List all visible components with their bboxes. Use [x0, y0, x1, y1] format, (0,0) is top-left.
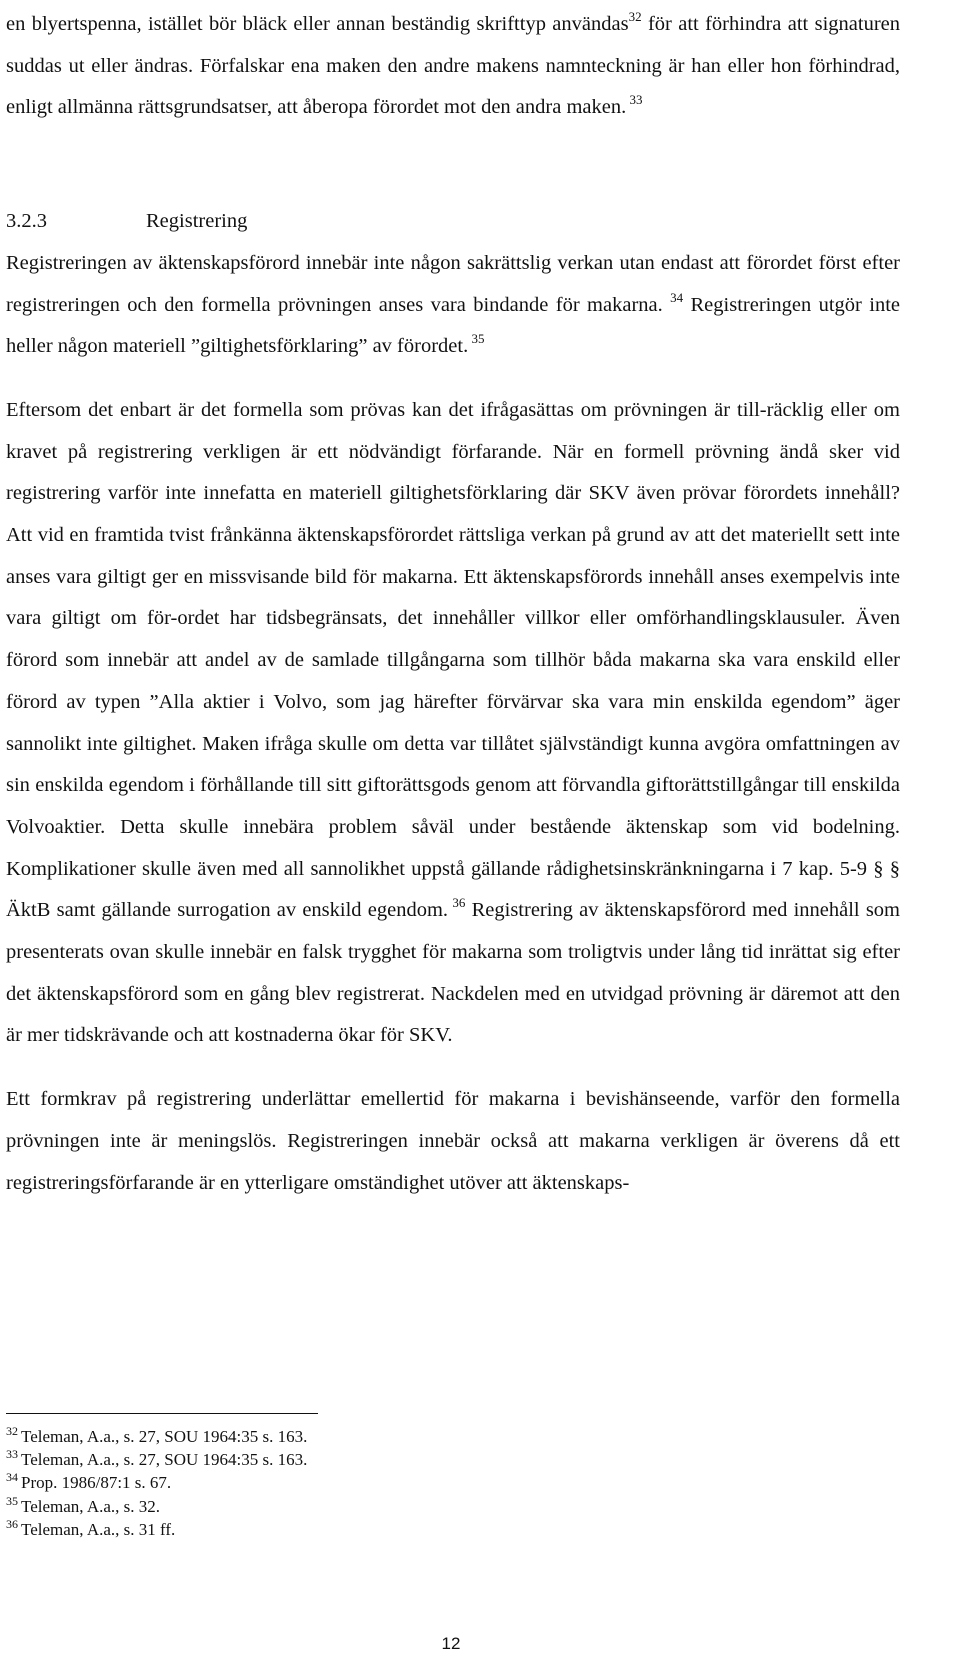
section-heading — [6, 201, 900, 243]
footnote-item — [6, 1472, 806, 1495]
footnote-number: 35 — [6, 1493, 18, 1508]
paragraph-text: en blyertspenna, istället bör bläck eller annan beständig skrifttyp användas — [6, 13, 629, 35]
footnote-ref[interactable]: 34 — [670, 289, 684, 305]
body-text — [6, 4, 900, 1204]
footnote-separator — [6, 1413, 318, 1414]
page-number: 12 — [441, 1634, 461, 1653]
paragraph-text: Eftersom det enbart är det formella som prövas kan det ifrågasättas om prövningen är till-räcklig eller om kravet på registrering verkligen är ett nödvändigt förfarande. När en formell prövning ändå sker vid registrering varför inte innefatta en materiell giltighetsförklaring där SKV även prövar förordets innehåll? Att vid en framtida tvist frånkänna äktenskapsförordet rättsliga verkan på grund av att det materiellt sett inte anses vara giltigt ger en missvisande bild för makarna. Ett äktenskapsförords innehåll anses exempelvis inte vara giltigt om för-ordet har tidsbegränsats, det innehåller villkor eller omförhandlingsklausuler. Även förord som innebär att andel av de samlade tillgångarna som tillhör båda makarna ska vara enskild eller förord av typen ”Alla aktier i Volvo, som jag härefter förvärvar ska vara min enskilda egendom” äger sannolikt inte giltighet. Maken ifråga skulle om detta var tillåtet självständigt kunna avgöra omfattningen av sin enskilda egendom i förhållande till sitt giftorättsgods genom att förvandla giftorättstillgångar till enskilda Volvoaktier. Detta skulle innebära problem såväl under bestående äktenskap som vid bodelning. Komplikationer skulle även med all sannolikhet uppstå gällande rådighetsinskränkningarna i 7 kap. 5-9 § § ÄktB samt gällande surrogation av enskild egendom. — [6, 398, 900, 922]
section-spacer — [6, 129, 900, 201]
footnote-item — [6, 1516, 806, 1542]
section-title: Registrering — [146, 210, 248, 233]
footnote-number: 36 — [6, 1516, 18, 1531]
paragraph-text: Registrering av äktenskapsförord med innehåll som presenterats ovan skulle innebär en falsk trygghet för makarna som troligtvis under lång tid inrättat sig efter det äktenskapsförord som en gång blev registrerat. Nackdelen med en utvidgad prövning är däremot att den är mer tidskrävande och att kostnaderna ökar för SKV. — [6, 899, 901, 1047]
paragraph-text: Registreringen av äktenskapsförord innebär inte någon sakrättslig verkan utan endast att förordet först efter registreringen och den formella prövningen anses vara bindande för makarna. — [6, 251, 900, 316]
footnote-text: Teleman, A.a., s. 27, SOU 1964:35 s. 163. — [21, 1427, 308, 1446]
footnote-text: Teleman, A.a., s. 32. — [21, 1496, 161, 1516]
paragraph-spacer — [6, 368, 900, 390]
footnote-number: 34 — [6, 1470, 18, 1485]
paragraph-text: Ett formkrav på registrering underlättar emellertid för makarna i bevishänseende, varför den formella prövningen inte är meningslös. Registreringen innebär också att makarna verkligen är överens då ett registreringsförfarande är en ytterligare omständighet utöver att äktenskaps- — [6, 1088, 900, 1194]
footnotes — [6, 1426, 806, 1542]
footnote-text: Teleman, A.a., s. 31 ff. — [21, 1519, 176, 1539]
footnote-ref[interactable]: 33 — [626, 92, 643, 108]
footnote-number: 33 — [6, 1447, 18, 1462]
paragraph-form-requirement — [6, 1079, 900, 1204]
paragraph-registration — [6, 243, 900, 368]
paragraph-signature — [6, 4, 900, 129]
paragraph-text: Registreringen utgör inte heller någon materiell ”giltighetsförklaring” av förordet. — [6, 293, 900, 358]
footnote-text: Teleman, A.a., s. 27, SOU 1964:35 s. 163. — [21, 1450, 308, 1470]
paragraph-formal-review — [6, 390, 900, 1057]
footnote-item — [6, 1449, 806, 1472]
paragraph-text: för att förhindra att signaturen suddas ut eller ändras. Förfalskar ena maken den andre makens namnteckning är han eller hon förhindrad, enligt allmänna rättsgrundsatser, att åberopa förordet mot den andra maken. — [6, 13, 900, 119]
footnote-ref[interactable]: 35 — [468, 331, 485, 347]
footnote-number: 32 — [6, 1424, 18, 1438]
footnote-item — [6, 1426, 806, 1449]
footnote-item — [6, 1493, 806, 1519]
footnote-text: Prop. 1986/87:1 s. 67. — [21, 1473, 172, 1493]
paragraph-spacer — [6, 1057, 900, 1079]
footnote-ref[interactable]: 32 — [628, 9, 642, 24]
section-number: 3.2.3 — [6, 210, 47, 233]
footnote-ref[interactable]: 36 — [448, 895, 466, 911]
